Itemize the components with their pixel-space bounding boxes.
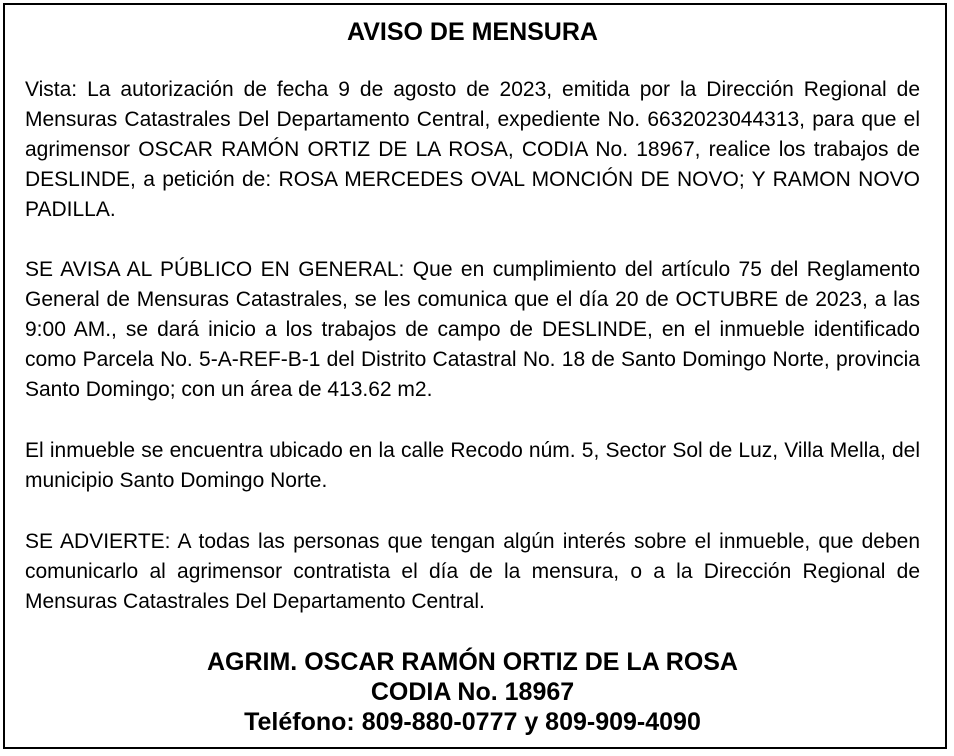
signature-block xyxy=(25,647,920,737)
notice-box xyxy=(3,3,947,749)
paragraph-warning: SE ADVIERTE: A todas las personas que tengan algún interés sobre el inmueble, que deben comunicarlo al agrimensor contratista el día de la mensura, o a la Dirección Regional de Mensuras Catastrales Del Departamento Central. xyxy=(25,530,920,613)
codia-number: CODIA No. 18967 xyxy=(370,678,575,706)
paragraph-location: El inmueble se encuentra ubicado en la calle Recodo núm. 5, Sector Sol de Luz, Villa Mella, del municipio Santo Domingo Norte. xyxy=(25,439,920,492)
paragraph-public-notice: SE AVISA AL PÚBLICO EN GENERAL: Que en cumplimiento del artículo 75 del Reglamento General de Mensuras Catastrales, se les comunica que el día 20 de OCTUBRE de 2023, a las 9:00 AM., se dará inicio a los trabajos de campo de DESLINDE, en el inmueble identificado como Parcela No. 5-A-REF-B-1 del Distrito Catastral No. 18 de Santo Domingo Norte, provincia Santo Domingo; con un área de 413.62 m2. xyxy=(25,258,920,401)
phone-numbers: Teléfono: 809-880-0777 y 809-909-4090 xyxy=(244,708,701,736)
paragraph-authorization: Vista: La autorización de fecha 9 de agosto de 2023, emitida por la Dirección Regional de Mensuras Catastrales Del Departamento Central, expediente No. 6632023044313, para que el agrimensor OSCAR RAMÓN ORTIZ DE LA ROSA, CODIA No. 18967, realice los trabajos de DESLINDE, a petición de: ROSA MERCEDES OVAL MONCIÓN DE NOVO; Y RAMON NOVO PADILLA. xyxy=(25,78,920,221)
notice-title: AVISO DE MENSURA xyxy=(347,18,598,46)
surveyor-name: AGRIM. OSCAR RAMÓN ORTIZ DE LA ROSA xyxy=(206,648,738,676)
